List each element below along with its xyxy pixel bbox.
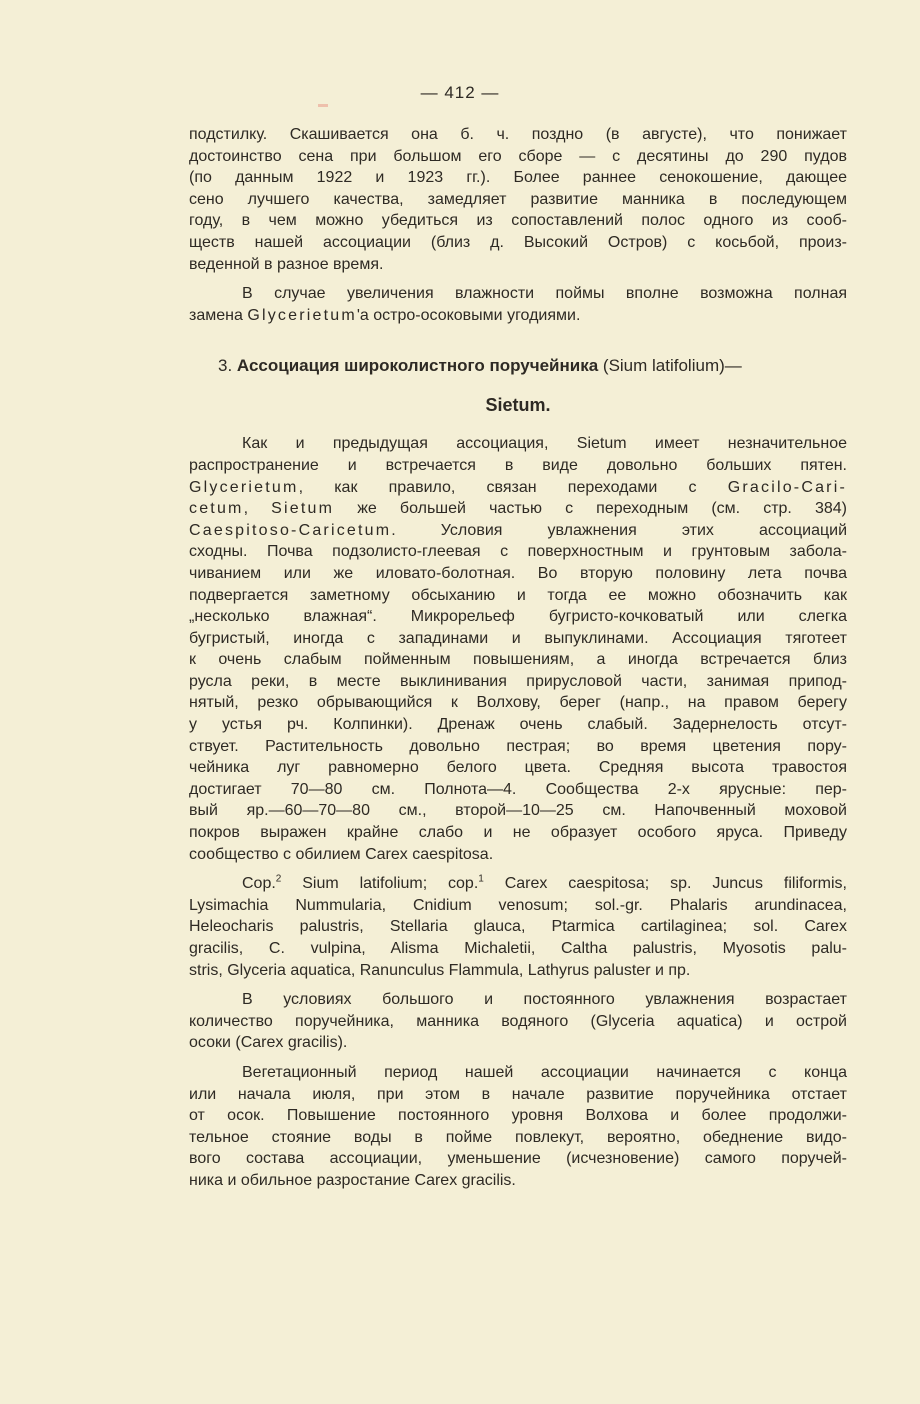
text-segment: 'а остро-осоковыми угодиями.: [356, 306, 581, 324]
text-line: [189, 1127, 847, 1149]
text-line: [189, 305, 847, 327]
section-subheading: Sietum.: [485, 395, 551, 416]
text-segment: Lysimachia Nummularia, Cnidium venosum; sol.-gr. Phalaris arundinacea,: [189, 896, 847, 914]
section-title: Ассоциация широколистного поручейника: [236, 356, 599, 376]
text-segment: Caespitoso-Caricetum: [189, 521, 392, 539]
text-line: [189, 1011, 847, 1033]
text-line: [189, 1032, 847, 1054]
section-latin-name: (Sium latifolium)—: [602, 356, 742, 376]
text-line: [189, 736, 847, 758]
text-segment: ,: [243, 500, 272, 518]
text-line: [189, 283, 847, 305]
text-segment: количество поручейника, манника водяного (Glyceria aquatica) и острой: [189, 1012, 847, 1030]
paragraph: [189, 433, 847, 865]
text-segment: ника и обильное разростание Carex gracilis.: [189, 1171, 516, 1189]
text-segment: нятый, резко обрывающийся к Волхову, берег (напр., на правом берегу: [189, 694, 847, 712]
text-segment: чейника луг равномерно белого цвета. Средняя высота травостоя: [189, 759, 847, 777]
text-line: [189, 873, 847, 895]
text-segment: замена: [189, 306, 248, 324]
text-segment: stris, Glyceria aquatica, Ranunculus Flammula, Lathyrus paluster и пр.: [189, 961, 691, 979]
text-line: [189, 938, 847, 960]
text-segment: вого состава ассоциации, уменьшение (исчезновение) самого поручей-: [189, 1150, 847, 1168]
text-line: [189, 520, 847, 542]
text-segment: В условиях большого и постоянного увлажнения возрастает: [242, 991, 847, 1009]
text-segment: распространение и встречается в виде довольно больших пятен.: [189, 456, 847, 474]
text-segment: к очень слабым пойменным повышениям, а иногда встречается близ: [189, 651, 847, 669]
text-segment: Вегетационный период нашей ассоциации начинается с конца: [242, 1063, 847, 1081]
page-number: — 412 —: [420, 83, 500, 102]
text-line: [189, 210, 847, 232]
text-segment: ществ нашей ассоциации (близ д. Высокий Остров) с косьбой, произ-: [189, 233, 847, 251]
text-segment: подвергается заметному обсыханию и тогда ее можно обозначить как: [189, 586, 847, 604]
text-line: [189, 254, 847, 276]
text-line: [189, 628, 847, 650]
text-line: [189, 822, 847, 844]
text-line: [189, 895, 847, 917]
text-segment: В случае увеличения влажности поймы вполне возможна полная: [242, 285, 847, 303]
text-line: [189, 167, 847, 189]
section-number: 3.: [218, 356, 233, 376]
text-line: [189, 1170, 847, 1192]
text-line: [189, 1105, 847, 1127]
text-segment: или начала июля, при этом в начале развитие поручейника отстает: [189, 1085, 847, 1103]
text-segment: Glycerietum: [189, 478, 299, 496]
paragraph: [189, 1062, 847, 1192]
superscript: 1: [478, 873, 484, 885]
text-segment: от осок. Повышение постоянного уровня Волхова и более продолжи-: [189, 1107, 847, 1125]
text-segment: Sietum: [271, 500, 335, 518]
text-segment: русла реки, в месте выклинивания прирусловой части, занимая припод-: [189, 672, 847, 690]
text-segment: Sium latifolium; cop.: [281, 875, 479, 893]
text-line: [189, 606, 847, 628]
ink-mark: [318, 104, 328, 107]
text-line: [189, 757, 847, 779]
text-segment: Как и предыдущая ассоциация, Sietum имеет незначительное: [242, 435, 847, 453]
text-segment: „несколько влажная“. Микрорельеф бугристо-кочковатый или слегка: [189, 608, 847, 626]
text-segment: чиванием или же иловато-болотная. Во вторую половину лета почва: [189, 564, 847, 582]
text-line: [189, 779, 847, 801]
text-segment: достоинство сена при большом его сборе — с десятины до 290 пудов: [189, 147, 847, 165]
section-heading: [189, 354, 847, 378]
text-segment: подстилку. Скашивается она б. ч. поздно (в августе), что понижает: [189, 126, 847, 143]
text-line: [189, 585, 847, 607]
text-line: [189, 989, 847, 1011]
text-line: [189, 649, 847, 671]
text-line: [189, 714, 847, 736]
text-line: [189, 1084, 847, 1106]
text-segment: сено лучшего качества, замедляет развитие манника в последующем: [189, 190, 847, 208]
text-line: [189, 1148, 847, 1170]
text-segment: Gracilo-Cari-: [727, 478, 847, 496]
text-segment: Glycerietum: [247, 306, 357, 324]
text-segment: у устья рч. Колпинки). Дренаж очень слабый. Задернелость отсут-: [189, 716, 847, 734]
paragraph: [189, 283, 847, 326]
text-line: [189, 1062, 847, 1084]
text-line: [189, 477, 847, 499]
text-segment: ствует. Растительность довольно пестрая; во время цветения пору-: [189, 737, 847, 755]
text-segment: достигает 70—80 см. Полнота—4. Сообщества 2-х ярусные: пер-: [189, 780, 847, 798]
text-line: [189, 671, 847, 693]
text-segment: тельное стояние воды в пойме повлекут, вероятно, обеднение видо-: [189, 1128, 847, 1146]
text-line: [189, 433, 847, 455]
text-line: [189, 563, 847, 585]
text-segment: Cop.: [242, 875, 276, 893]
text-segment: веденной в разное время.: [189, 255, 384, 273]
text-line: [189, 916, 847, 938]
text-segment: бугристый, иногда с западинами и выпуклинами. Ассоциация тяготеет: [189, 629, 847, 647]
text-line: [189, 498, 847, 520]
text-line: [189, 692, 847, 714]
text-line: [189, 844, 847, 866]
text-segment: году, в чем можно убедиться из сопоставлений полос одного из сооб-: [189, 212, 847, 230]
text-line: [189, 232, 847, 254]
page-body: [189, 107, 847, 1192]
text-segment: покров выражен крайне слабо и не образует особого яруса. Приведу: [189, 824, 847, 842]
text-segment: Carex caespitosa; sp. Juncus filiformis,: [483, 875, 848, 893]
text-segment: осоки (Carex gracilis).: [189, 1034, 348, 1052]
text-segment: сообщество с обилием Carex caespitosa.: [189, 845, 494, 863]
text-segment: gracilis, C. vulpina, Alisma Michaletii, Caltha palustris, Myosotis palu-: [189, 940, 847, 957]
text-segment: же большей частью с переходным (см. стр. 384): [334, 500, 847, 518]
paragraph: [189, 124, 847, 275]
text-segment: сходны. Почва подзолисто-глеевая с поверхностным и грунтовым забола-: [189, 543, 847, 561]
text-segment: вый яр.—60—70—80 см., второй—10—25 см. Напочвенный моховой: [189, 802, 847, 820]
text-line: [189, 800, 847, 822]
text-segment: (по данным 1922 и 1923 гг.). Более раннее сенокошение, дающее: [189, 169, 847, 187]
superscript: 2: [275, 873, 282, 885]
text-segment: , как правило, связан переходами с: [298, 478, 728, 496]
paragraph: [189, 873, 847, 981]
text-line: [189, 146, 847, 168]
text-line: [189, 960, 847, 982]
text-segment: . Условия увлажнения этих ассоциаций: [391, 521, 847, 539]
text-segment: cetum: [189, 500, 244, 518]
text-line: [189, 189, 847, 211]
text-line: [189, 541, 847, 563]
text-line: [189, 455, 847, 477]
text-segment: Heleocharis palustris, Stellaria glauca, Ptarmica cartilaginea; sol. Carex: [189, 918, 847, 936]
paragraph: [189, 989, 847, 1054]
text-line: [189, 124, 847, 146]
